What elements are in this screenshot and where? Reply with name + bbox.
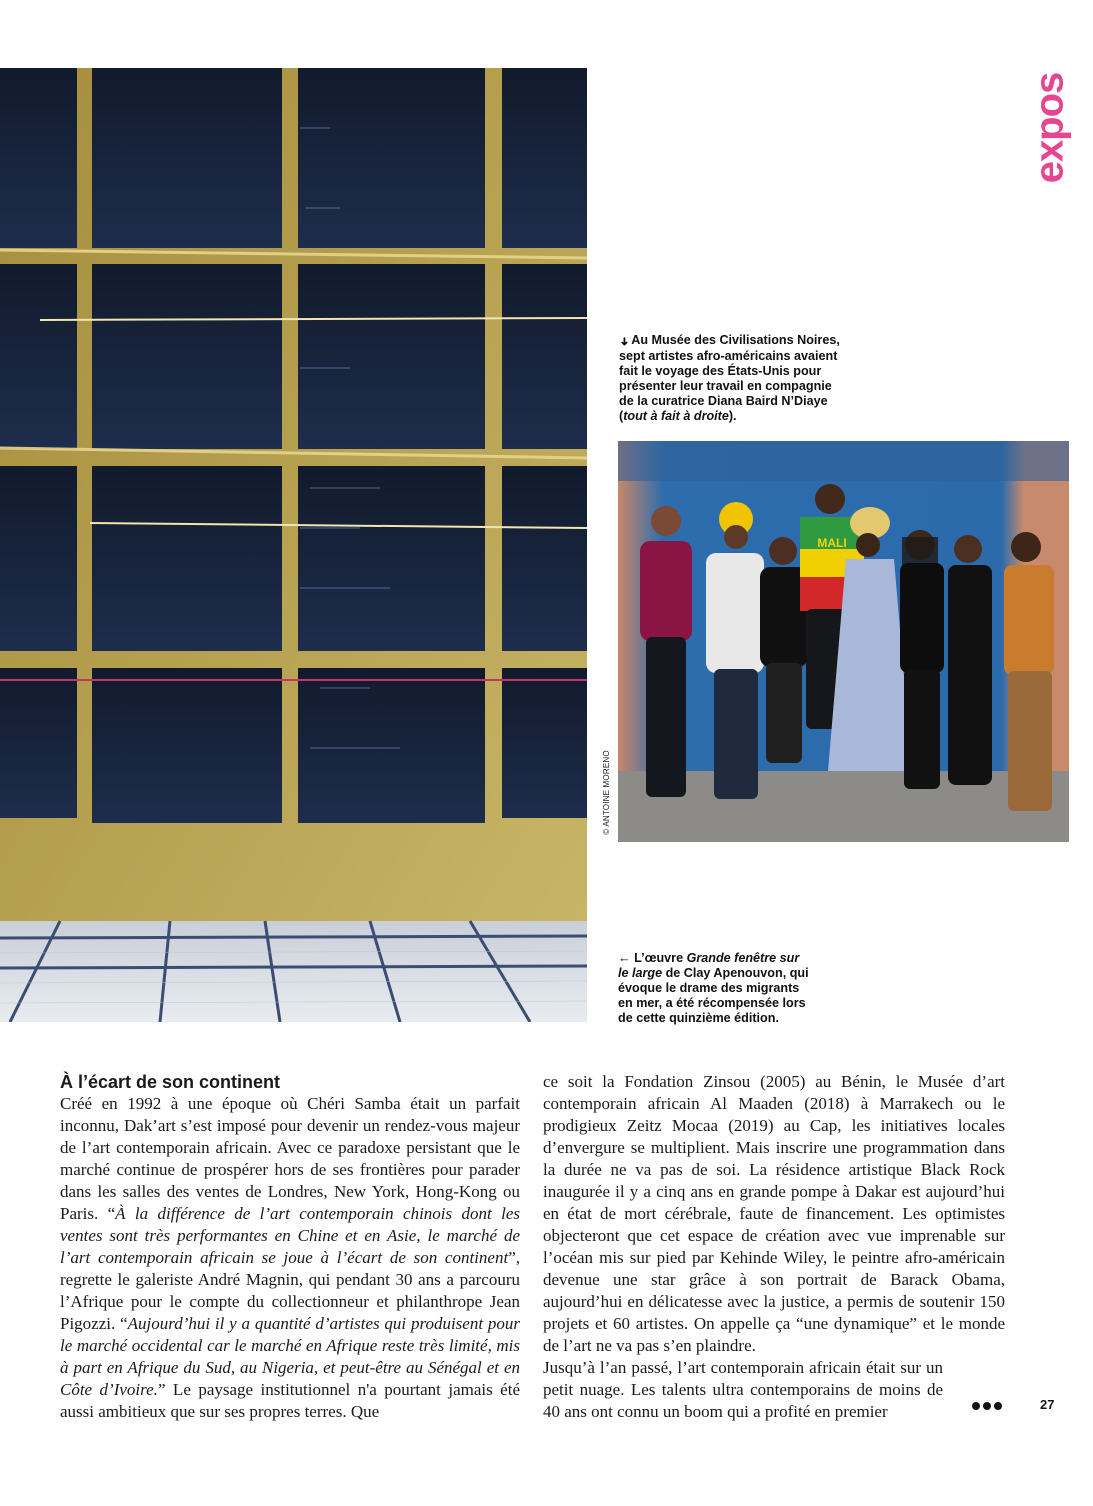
caption-line: Au Musée des Civilisations Noires, <box>631 333 840 347</box>
left-arrow-icon: ← <box>618 951 631 965</box>
article-quote: À la différence de l’art contemporain chinois dont les ventes sont très performantes en Chine et en Asie, le marché de l’art contemporain africain se joue à l’écart de son continent <box>60 1204 521 1267</box>
article-quote: Aujourd’hui il y a quantité d’artistes qui produisent pour le marché occidental car le marché en Afrique reste très limité, mis à part en Afrique du Sud, au Nigeria, et peut-être au Sénégal et en Côte d’Ivoire. <box>60 1314 520 1399</box>
article-text: Créé en 1992 à une époque où Chéri Samba était un parfait inconnu, Dak’art s’est imposé pour devenir un rendez-vous majeur de l’art contemporain africain. Avec ce paradoxe persistant que le marché continue de prospérer hors de ses frontières pour parader dans les salles des ventes de Londres, New York, Hong-Kong ou Paris. “ <box>60 1094 520 1223</box>
caption-line: sept artistes afro-américains avaient <box>619 349 838 363</box>
section-tag-label: expos <box>1027 72 1072 184</box>
article-subheading: À l’écart de son continent <box>60 1072 281 1092</box>
caption-line: de la curatrice Diana Baird N’Diaye <box>619 394 828 408</box>
caption-italic: Grande fenêtre sur <box>686 951 800 965</box>
section-tag <box>1027 66 1072 190</box>
photo-credit <box>596 742 616 842</box>
article-text: Jusqu’à l’an passé, l’art contemporain africain était sur un petit nuage. Les talents ultra contemporains de moins de <box>543 1358 943 1399</box>
group-photo-image <box>618 441 1069 842</box>
article-paragraph <box>60 1093 520 1423</box>
caption-line: présenter leur travail en compagnie <box>619 379 832 393</box>
caption-text: L’œuvre <box>634 951 687 965</box>
page-number: 27 <box>1040 1397 1055 1412</box>
artwork-photo-image <box>0 68 587 1022</box>
article-text: 40 ans ont connu un boom qui a profité en premier <box>543 1402 888 1421</box>
caption-italic: le large <box>618 966 663 980</box>
caption-artwork <box>618 951 858 1026</box>
down-arrow-icon: ➜ <box>618 336 631 347</box>
caption-text: ). <box>728 409 737 423</box>
group-photo <box>618 441 1069 842</box>
article-text: ” Le paysage institutionnel n'a pourtant jamais été aussi ambitieux que sur ses propres terres. Que <box>60 1380 520 1421</box>
photo-credit-text: © ANTOINE MORENO <box>601 749 611 835</box>
caption-text: de Clay Apenouvon, qui <box>662 966 809 980</box>
article-column-2 <box>543 1071 1005 1423</box>
artwork-photo <box>0 68 587 1022</box>
article-column-1 <box>60 1093 520 1423</box>
continued-dots-icon <box>972 1402 1002 1410</box>
article-text: ”, regrette le galeriste André Magnin, qui pendant 30 ans a parcouru l’Afrique pour le compte du collectionneur et philanthrope Jean Pigozzi. “ <box>60 1248 520 1333</box>
caption-italic: tout à fait à droite <box>623 409 729 423</box>
article-paragraph <box>543 1357 943 1423</box>
caption-line: évoque le drame des migrants <box>618 981 800 995</box>
shirt-print: MALI <box>817 536 847 550</box>
article-paragraph: ce soit la Fondation Zinsou (2005) au Bénin, le Musée d’art contemporain africain Al Maaden (2018) à Marrakech ou le prodigieux Zeitz Mocaa (2019) au Cap, les initiatives locales d’envergure se multiplient. Mais inscrire une programmation dans la durée ne va pas de soi. La résidence artistique Black Rock inaugurée il y a cinq ans en grande pompe à Dakar est aujourd’hui en état de mort cérébrale, faute de financement. Les optimistes objecteront que cet espace de création avec vue imprenable sur l’océan mis sur pied par Kehinde Wiley, le peintre afro-américain devenue une star grâce à son portrait de Barack Obama, aujourd’hui en délicatesse avec la justice, a permis de soutenir 150 projets et 60 artistes. On appelle ça “une dynamique” et le monde de l’art ne va pas s’en plaindre. <box>543 1072 1005 1355</box>
caption-line: en mer, a été récompensée lors <box>618 996 806 1010</box>
caption-line: de cette quinzième édition. <box>618 1011 779 1025</box>
caption-line: fait le voyage des États-Unis pour <box>619 364 822 378</box>
caption-group-photo <box>619 333 879 424</box>
caption-text: ( <box>619 409 624 423</box>
